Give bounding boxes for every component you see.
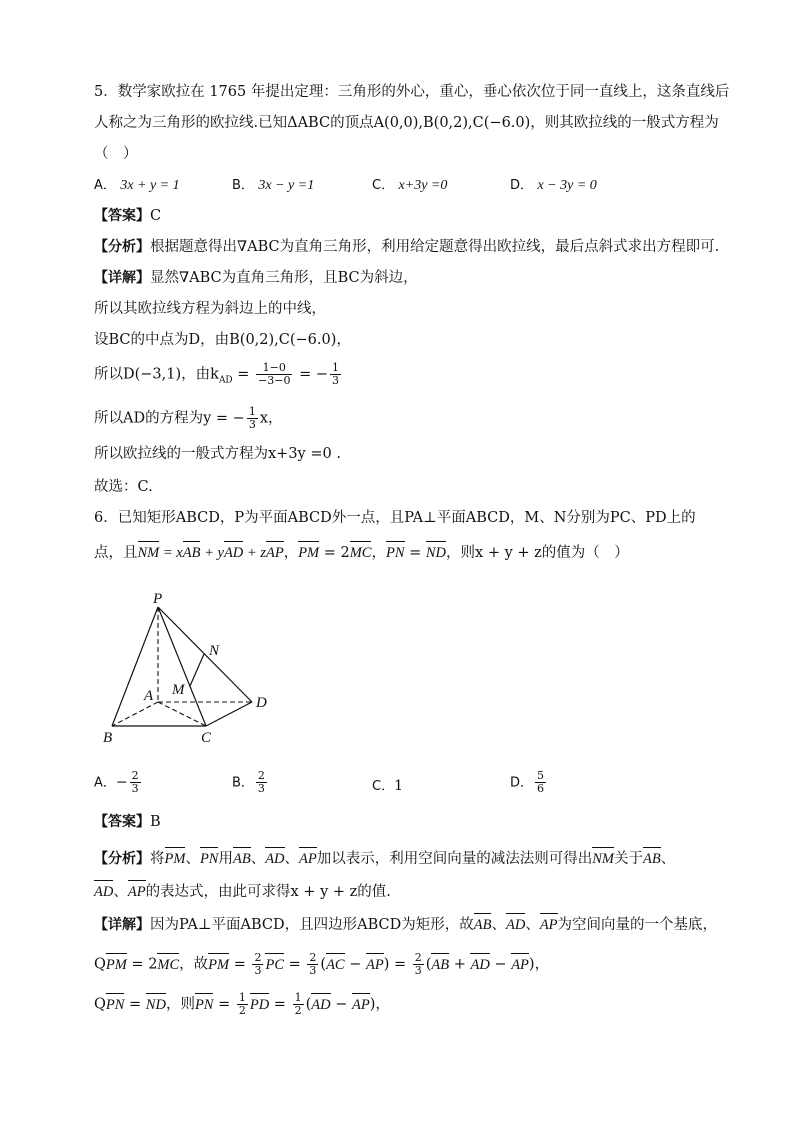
text: Q [94,996,106,1013]
edge-ac-hidden [158,702,206,726]
label-d: D [256,695,267,711]
vector: AD [223,545,244,561]
label-p: P [153,591,163,607]
q5-detail6: 所以欧拉线的一般式方程为x+3y =0 . [94,446,341,462]
option-label: D． [510,178,534,193]
fraction [237,992,248,1017]
vector: MC [157,956,180,973]
detail4-mid: = − [294,366,328,383]
q5-option-a [94,175,180,196]
detail-tag: 【详解】 [94,917,150,933]
vector: NM [592,851,614,867]
label-n: N [209,643,220,659]
analysis-tag: 【分析】 [94,851,150,867]
vector: AD [505,917,526,933]
text: = 2 [126,956,158,973]
text: = [213,996,235,1013]
fraction-den: 3 [332,374,339,387]
answer-value: B [150,814,161,830]
text: ( [320,956,327,973]
text: ( [425,956,432,973]
q6-detail3 [94,992,390,1017]
text: = [124,996,146,1013]
text: 点，且 [94,545,138,561]
text: 将 [150,851,165,867]
q6-option-c [372,776,403,797]
detail-text: 显然∇ABC为直角三角形，且BC为斜边， [150,270,418,286]
detail5-pre: 所以AD的方程为y = − [94,410,245,427]
q5-detail4 [94,362,343,390]
fraction-den: 2 [294,1004,302,1017]
fraction-num: 2 [414,951,422,964]
text: 为空间向量的一个基底， [557,917,718,933]
q5-detail7: 故选：C. [94,479,153,495]
fraction-num: 1 [238,991,246,1004]
vector: ND [145,996,166,1013]
q6-detail1 [94,915,717,935]
detail5-post: x， [259,410,283,427]
text: 、 [250,851,266,867]
text: 因为PA⊥平面ABCD，且四边形ABCD为矩形，故 [150,917,474,933]
fraction-den: 3 [254,964,262,977]
fraction-den: 3 [257,782,265,795]
q6-analysis-line2 [94,882,391,902]
text: 、 [113,884,128,900]
option-text: x − 3y = 0 [537,178,597,193]
text: 的表达式，由此可求得x + y + z的值. [145,884,391,900]
text: ) = [383,956,411,973]
vector: AP [351,996,370,1013]
vector: AC [326,956,345,973]
q6-detail2 [94,952,549,977]
fraction-num: 5 [537,769,545,782]
q5-detail1 [94,268,418,288]
text: − [330,996,352,1013]
vector: AP [127,884,146,900]
text: 、 [491,917,506,933]
q5-option-b [232,175,314,196]
analysis-tag: 【分析】 [94,239,150,255]
fraction [252,952,263,977]
option-label: D． [510,775,534,791]
fraction [307,952,318,977]
q6-line2 [94,543,629,563]
text: 、 [660,851,676,867]
vector: AP [539,917,558,933]
label-b: B [103,730,113,746]
vector: PM [164,851,186,867]
vector: AB [182,545,201,561]
detail-tag: 【详解】 [94,270,150,286]
q5-detail5 [94,406,283,431]
fraction-num: 2 [309,951,317,964]
answer-tag: 【答案】 [94,814,150,830]
fraction [130,770,141,795]
analysis-text: 根据题意得出∇ABC为直角三角形，利用给定题意得出欧拉线，最后点斜式求出方程即可. [150,239,720,255]
option-text: 3x − y =1 [258,178,315,193]
text: ，则 [165,996,195,1013]
text: = [269,996,291,1013]
option-label: B． [232,775,254,791]
text: )， [369,996,390,1013]
vector: ND [425,545,447,561]
fraction-den: 3 [414,964,422,977]
option-label: C． [372,779,395,794]
q5-answer [94,206,161,226]
text: ，则x + y + z的值为（ ） [446,545,629,561]
detail4-sub: AD [218,375,233,386]
text: + y [200,545,224,561]
q5-option-d [510,175,597,196]
text: 、 [185,851,200,867]
option-text: 1 [394,778,403,794]
option-label: A． [94,178,116,193]
vector: NM [137,545,160,561]
vector: MC [349,545,372,561]
vector: AB [232,851,251,867]
text: 用 [218,851,233,867]
text: )， [528,956,550,973]
fraction [535,770,546,795]
text: 关于 [614,851,643,867]
text: = [284,956,306,973]
fraction-den: 3 [309,964,317,977]
fraction-num: 2 [254,951,262,964]
vector: PN [194,996,214,1013]
text: = [229,956,251,973]
option-label: A． [94,775,116,791]
q5-line3: （ ） [94,146,138,162]
label-a: A [144,688,154,704]
fraction-num: 2 [257,769,265,782]
text: Q [94,956,106,973]
vector: PM [208,956,230,973]
vector: AP [265,545,284,561]
vector: AD [94,884,114,900]
text: 、 [525,917,540,933]
fraction-num: 1 [294,991,302,1004]
text: 加以表示，利用空间向量的减法法则可得出 [316,851,593,867]
option-sign: − [115,774,128,791]
text: 、 [284,851,300,867]
fraction-den: 3 [248,418,256,431]
text: + [449,956,471,973]
vector: AB [431,956,450,973]
fraction-num: 1−0 [256,362,292,375]
vector: PN [105,996,125,1013]
q5-option-c [372,175,447,196]
pyramid-figure [94,585,284,750]
edge-pb [112,607,158,726]
text: ( [305,996,312,1013]
vector: PM [105,956,127,973]
vector: AD [311,996,331,1013]
q5-line1: 5．数学家欧拉在 1765 年提出定理：三角形的外心，重心，垂心依次位于同一直线上，这条直线后 [94,84,730,100]
text: = x [159,545,183,561]
vector: AD [470,956,490,973]
fraction-den: 3 [131,782,139,795]
fraction-den: −3−0 [258,374,291,387]
option-label: B． [232,178,254,193]
q6-option-b [232,770,269,795]
text: ， [283,545,299,561]
label-c: C [201,730,212,746]
q6-option-d [510,770,548,795]
q6-analysis-line1 [94,849,675,869]
q6-answer [94,812,161,832]
text: − [344,956,366,973]
text: + z [243,545,266,561]
option-text: 3x + y = 1 [120,178,180,193]
vector: PN [385,545,405,561]
q5-detail3: 设BC的中点为D，由B(0,2),C(−6.0)， [94,332,351,348]
fraction [413,952,424,977]
answer-tag: 【答案】 [94,208,150,224]
fraction [293,992,304,1017]
q6-line1: 6．已知矩形ABCD，P为平面ABCD外一点，且PA⊥平面ABCD，M、N分别为PC、PD上的 [94,510,696,526]
fraction-den: 6 [537,782,545,795]
edge-ab-hidden [112,702,158,726]
q5-analysis [94,237,719,257]
vector: PC [265,956,285,973]
vector: AP [299,851,317,867]
fraction-den: 2 [238,1004,246,1017]
fraction [247,406,258,431]
fraction-num: 1 [332,361,339,374]
vector: PD [249,996,270,1013]
text: ， [371,545,386,561]
q5-line2: 人称之为三角形的欧拉线.已知ΔABC的顶点A(0,0),B(0,2),C(−6.0)，则其欧拉线的一般式方程为 [94,115,719,131]
text: = 2 [319,545,350,561]
text: − [489,956,512,973]
q6-option-a [94,770,143,795]
fraction-num: 1 [248,405,256,418]
vector: AB [643,851,661,867]
text: = [404,545,426,561]
option-text: x+3y =0 [398,178,448,193]
detail4-pre: 所以D(−3,1)，由k [94,366,219,383]
vector: AP [511,956,529,973]
label-m: M [172,682,185,698]
vector: AD [265,851,285,867]
fraction [256,362,292,387]
vector: PN [199,851,219,867]
fraction [256,770,267,795]
text: ，故 [179,956,209,973]
q5-detail2: 所以其欧拉线方程为斜边上的中线， [94,301,326,317]
segment-mn [190,654,204,686]
edge-cd [206,702,252,726]
vector: PM [298,545,320,561]
option-label: C． [372,178,395,193]
fraction [330,362,341,387]
detail4-eq: = [232,366,255,383]
vector: AB [473,917,492,933]
vector: AP [365,956,384,973]
fraction-num: 2 [131,769,139,782]
answer-value: C [150,208,162,224]
